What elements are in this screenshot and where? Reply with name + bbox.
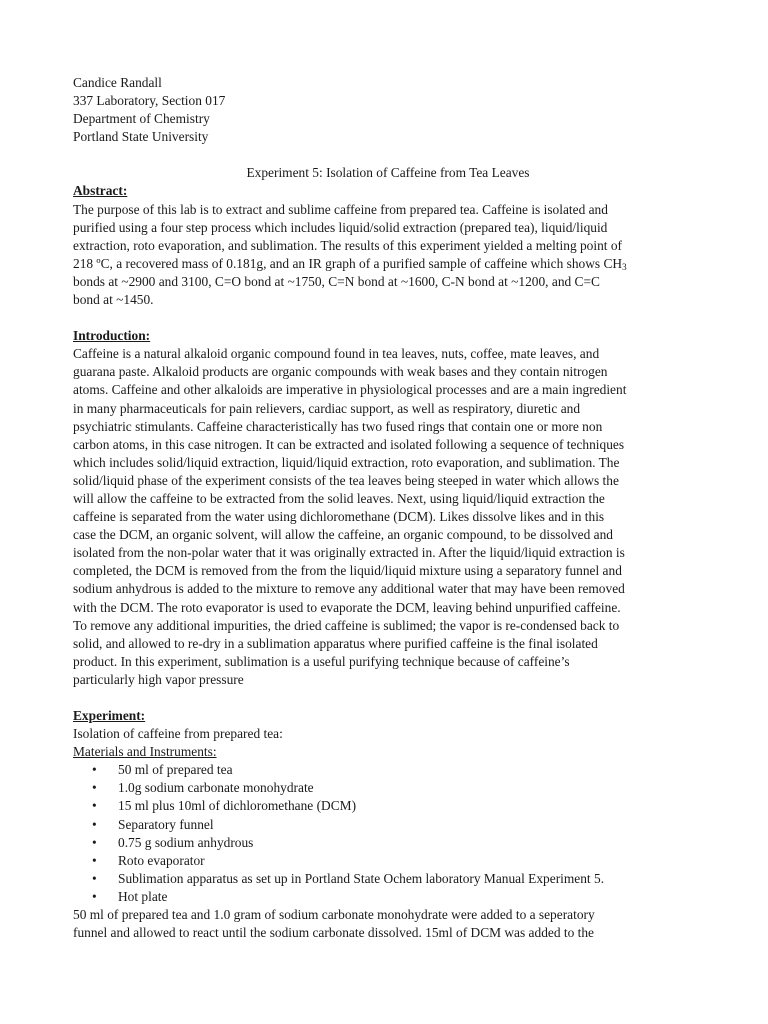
author-name: Candice Randall [73, 75, 162, 90]
author-header [73, 74, 689, 146]
introduction-line: case the DCM, an organic solvent, will allow the caffeine, an organic compound, to be dissolved and [73, 527, 613, 543]
material-label: Sublimation apparatus as set up in Portland State Ochem laboratory Manual Experiment 5. [118, 870, 605, 886]
material-label: Hot plate [118, 888, 168, 904]
ch3-subscript: 3 [622, 261, 627, 272]
introduction-line: solid/liquid phase of the experiment consists of the tea leaves being steeped in water which allows the [73, 472, 619, 488]
document-title: Experiment 5: Isolation of Caffeine from Tea Leaves [246, 165, 530, 181]
introduction-line: atoms. Caffeine and other alkaloids are imperative in physiological processes and are a main ingredient [73, 382, 627, 398]
list-item [73, 888, 689, 906]
material-label: 0.75 g sodium anhydrous [118, 834, 254, 850]
introduction-line: in many pharmaceuticals for pain relievers, cardiac support, as well as respiratory, diuretic and [73, 400, 581, 416]
abstract-line: bonds at ~2900 and 3100, C=O bond at ~1750, C=N bond at ~1600, C-N bond at ~1200, and C=C [73, 273, 600, 289]
bullet-icon: • [92, 834, 97, 850]
material-label: Separatory funnel [118, 816, 214, 832]
introduction-line: caffeine is separated from the water using dichloromethane (DCM). Likes dissolve likes and in this [73, 509, 605, 525]
material-label: 50 ml of prepared tea [118, 762, 233, 778]
introduction-line: To remove any additional impurities, the dried caffeine is sublimed; the vapor is re-condensed back to [73, 617, 620, 633]
abstract-line: extraction, roto evaporation, and sublimation. The results of this experiment yielded a melting point of [73, 237, 623, 253]
document-page [73, 74, 689, 942]
introduction-line: carbon atoms, in this case nitrogen. It can be extracted and isolated following a sequence of techniques [73, 436, 625, 452]
introduction-line: guarana paste. Alkaloid products are organic compounds with weak bases and they contain nitrogen [73, 364, 608, 380]
introduction-line: solid, and allowed to re-dry in a sublimation apparatus where purified caffeine is the final isolated [73, 635, 598, 651]
material-label: Roto evaporator [118, 852, 205, 868]
abstract-line-text: 218 ºC, a recovered mass of 0.181g, and an IR graph of a purified sample of caffeine which shows CH [73, 255, 623, 271]
materials-list [73, 761, 689, 906]
bullet-icon: • [92, 780, 97, 796]
experiment-subtitle: Isolation of caffeine from prepared tea: [73, 726, 283, 742]
introduction-heading: Introduction: [73, 328, 151, 344]
author-section: 337 Laboratory, Section 017 [73, 93, 226, 109]
bullet-icon: • [92, 816, 97, 832]
introduction-line: will allow the caffeine to be extracted from the solid leaves. Next, using liquid/liquid extraction the [73, 490, 605, 506]
material-label: 15 ml plus 10ml of dichloromethane (DCM) [118, 798, 357, 814]
list-item [73, 870, 689, 888]
procedure-line: funnel and allowed to react until the sodium carbonate dissolved. 15ml of DCM was added to the [73, 925, 594, 941]
list-item [73, 779, 689, 797]
material-label: 1.0g sodium carbonate monohydrate [118, 780, 314, 796]
introduction-line: particularly high vapor pressure [73, 671, 244, 687]
introduction-line: with the DCM. The roto evaporator is used to evaporate the DCM, leaving behind unpurified caffeine. [73, 599, 621, 615]
experiment-heading: Experiment: [73, 708, 146, 723]
introduction-section [73, 327, 689, 689]
abstract-heading: Abstract: [73, 183, 128, 199]
abstract-section [73, 182, 689, 309]
procedure-line: 50 ml of prepared tea and 1.0 gram of sodium carbonate monohydrate were added to a seperatory [73, 907, 595, 923]
introduction-line: completed, the DCM is removed from the from the liquid/liquid mixture using a separatory funnel and [73, 563, 622, 579]
author-department: Department of Chemistry [73, 111, 210, 127]
introduction-line: psychiatric stimulants. Caffeine characteristically has two fused rings that contain one or more non [73, 418, 603, 434]
introduction-line: which includes solid/liquid extraction, liquid/liquid extraction, roto evaporation, and sublimation. The [73, 454, 620, 470]
bullet-icon: • [92, 852, 97, 868]
list-item [73, 761, 689, 779]
bullet-icon: • [92, 762, 97, 778]
materials-heading: Materials and Instruments: [73, 744, 217, 760]
introduction-line: product. In this experiment, sublimation is a useful purifying technique because of caffeine’s [73, 653, 570, 669]
abstract-line: purified using a four step process which includes liquid/solid extraction (prepared tea), liquid/liquid [73, 219, 608, 235]
abstract-line: The purpose of this lab is to extract and sublime caffeine from prepared tea. Caffeine is isolated and [73, 201, 608, 217]
introduction-line: Caffeine is a natural alkaloid organic compound found in tea leaves, nuts, coffee, mate leaves, and [73, 346, 600, 362]
bullet-icon: • [92, 798, 97, 814]
introduction-line: isolated from the non-polar water that it was originally extracted in. After the liquid/liquid extraction is [73, 545, 625, 561]
introduction-line: sodium anhydrous is added to the mixture to remove any additional water that may have been removed [73, 581, 625, 597]
list-item [73, 852, 689, 870]
bullet-icon: • [92, 870, 97, 886]
abstract-line: bond at ~1450. [73, 292, 154, 308]
list-item [73, 834, 689, 852]
list-item [73, 797, 689, 815]
author-university: Portland State University [73, 129, 209, 145]
list-item [73, 816, 689, 834]
experiment-section [73, 707, 689, 942]
abstract-line-with-subscript [73, 255, 689, 273]
bullet-icon: • [92, 888, 97, 904]
